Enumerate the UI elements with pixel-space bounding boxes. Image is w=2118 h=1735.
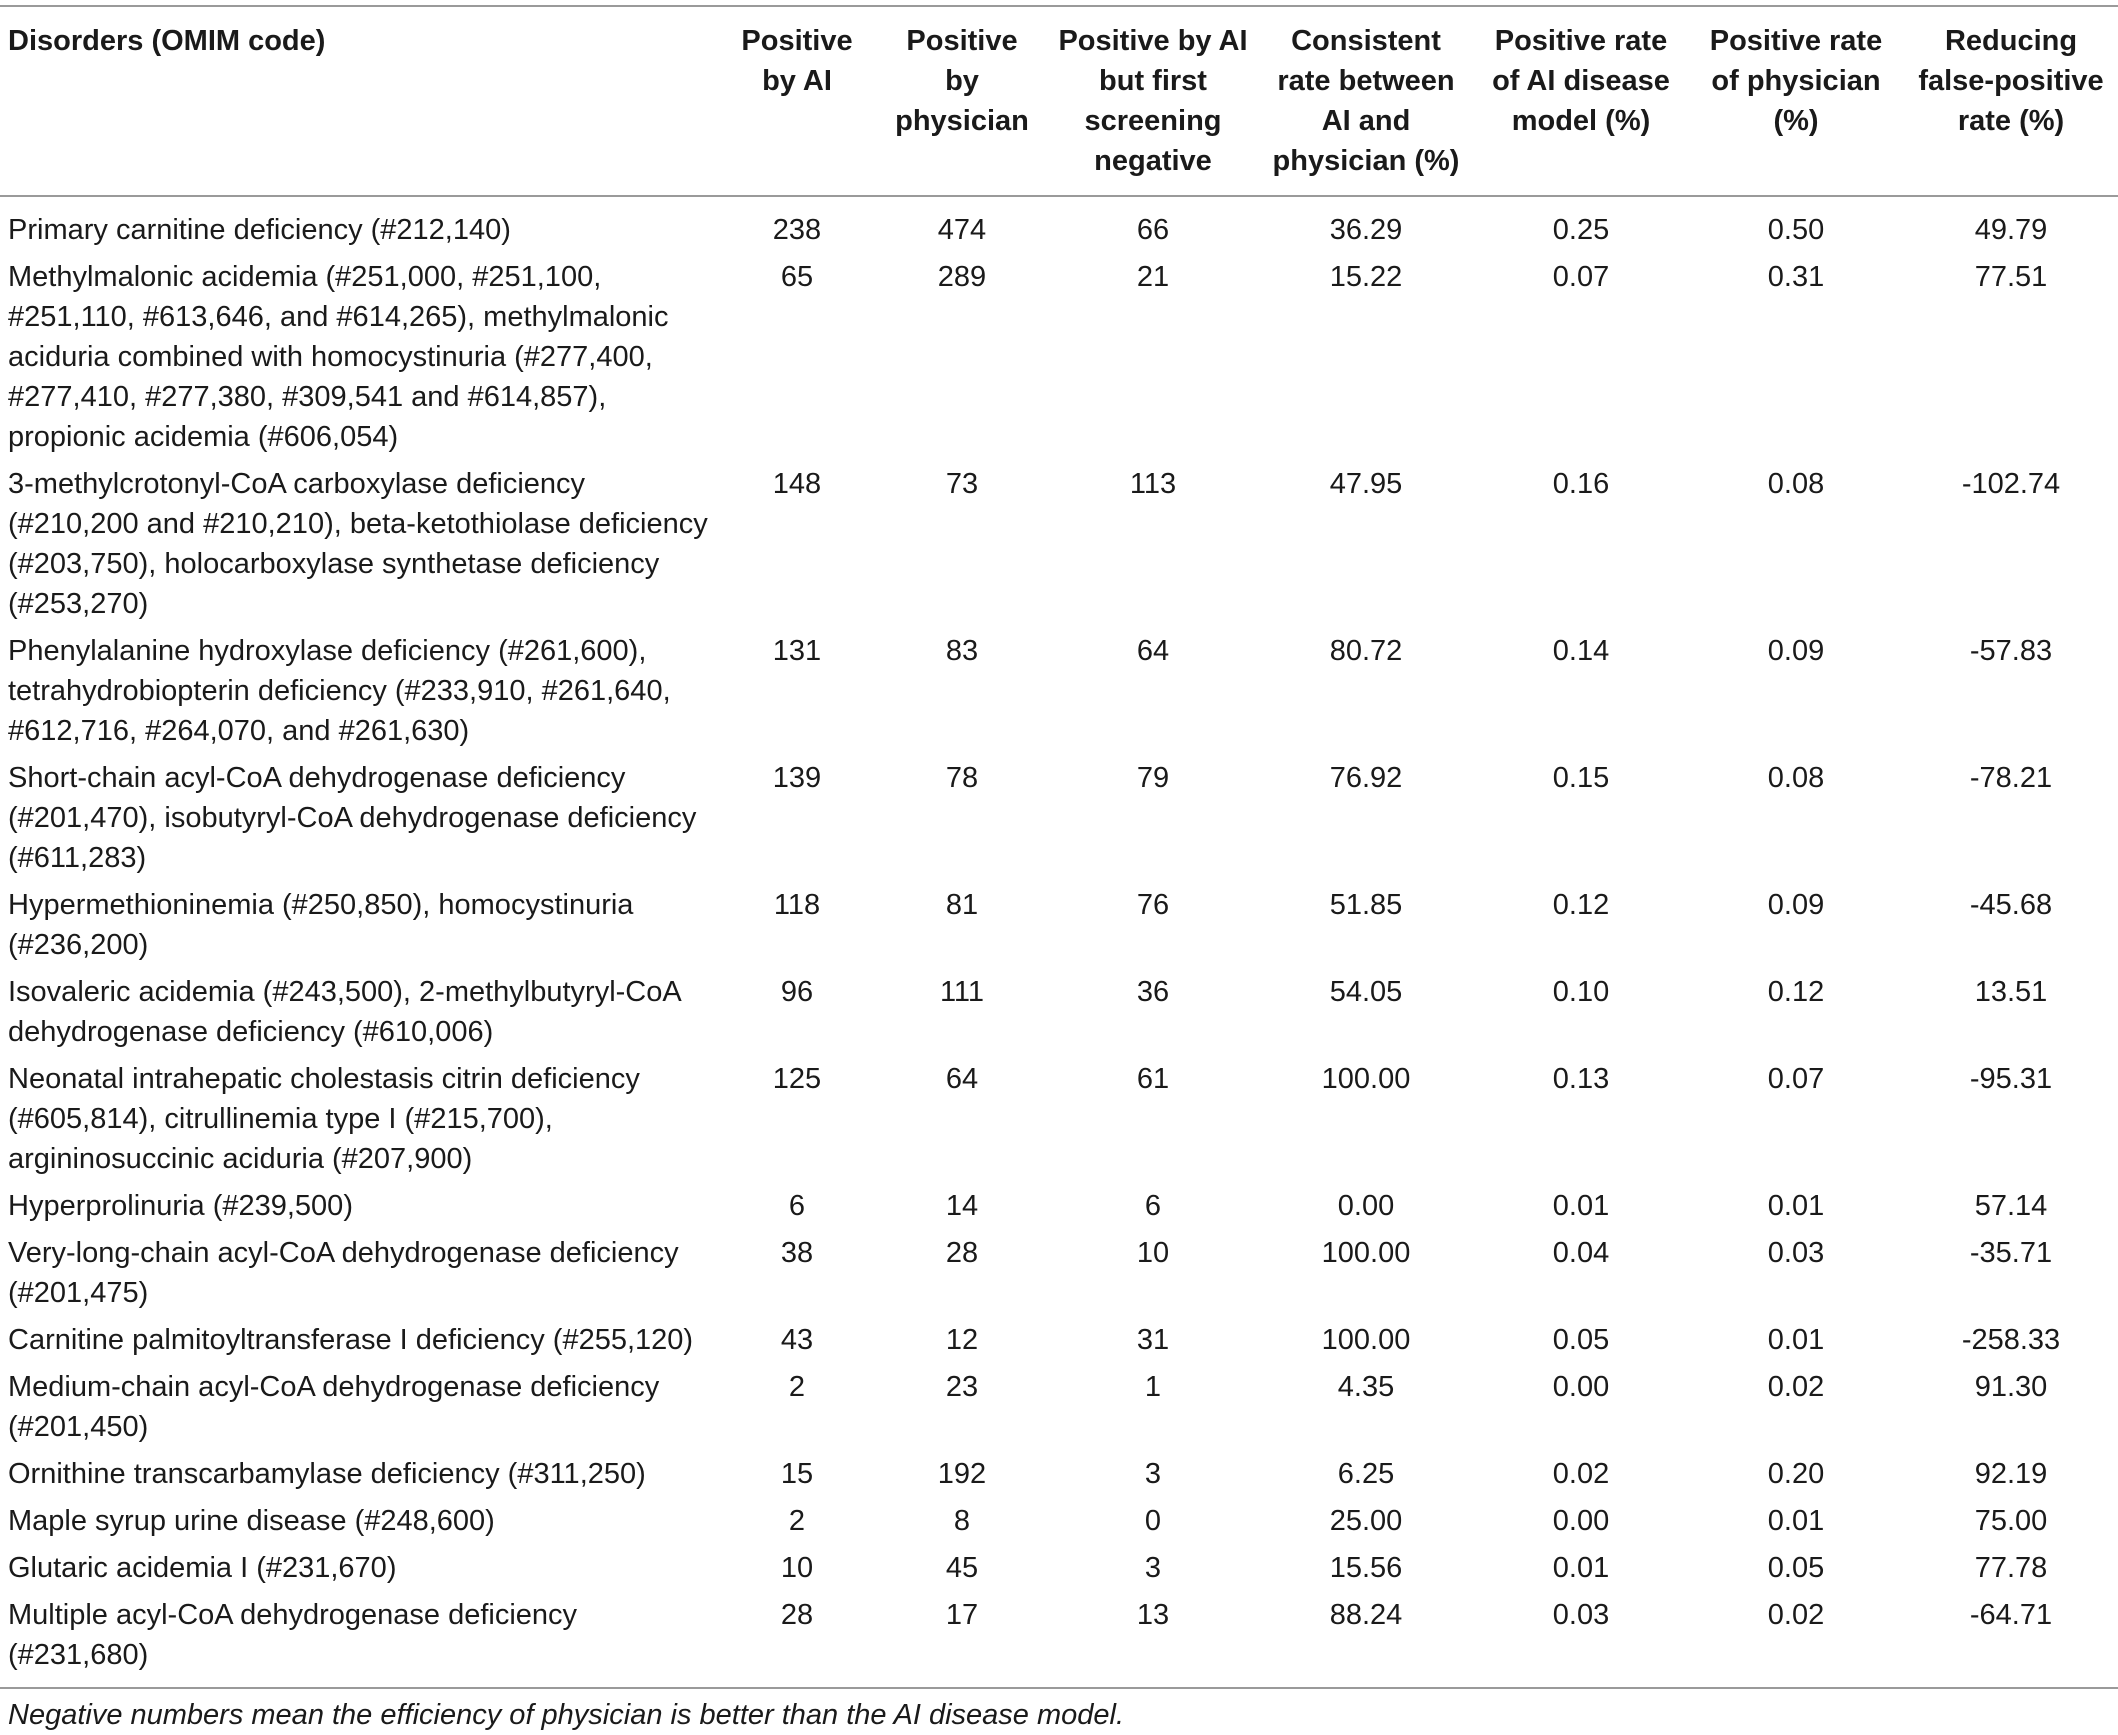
cell-positive-by-ai: 2 <box>788 1371 806 1403</box>
cell-positive-ai-first-negative: 79 <box>1136 762 1170 794</box>
cell-positive-by-physician: 78 <box>945 762 979 794</box>
cell-positive-by-ai: 10 <box>780 1552 814 1584</box>
cell-reducing-false-positive: 92.19 <box>1974 1458 2048 1490</box>
cell-positive-by-physician: 111 <box>939 976 985 1008</box>
cell-disorder: Hypermethioninemia (#250,850), homocystinuria (#236,200) <box>8 889 634 961</box>
cell-positive-by-ai: 131 <box>772 635 822 667</box>
header-reducing-false-positive: Reducing false-positive rate (%) <box>1918 25 2104 137</box>
cell-positive-rate-physician: 0.02 <box>1767 1599 1825 1631</box>
table-row <box>0 1548 2118 1595</box>
cell-consistent-rate: 4.35 <box>1337 1371 1395 1403</box>
cell-positive-by-ai: 118 <box>773 889 821 921</box>
cell-positive-ai-first-negative: 1 <box>1144 1371 1162 1403</box>
cell-positive-by-physician: 23 <box>945 1371 979 1403</box>
cell-reducing-false-positive: -78.21 <box>1969 762 2053 794</box>
cell-positive-by-physician: 64 <box>945 1063 979 1095</box>
cell-positive-rate-ai: 0.01 <box>1552 1552 1610 1584</box>
cell-consistent-rate: 76.92 <box>1329 762 1403 794</box>
cell-consistent-rate: 25.00 <box>1329 1505 1403 1537</box>
cell-reducing-false-positive: -57.83 <box>1969 635 2053 667</box>
cell-positive-by-physician: 8 <box>953 1505 971 1537</box>
cell-positive-ai-first-negative: 76 <box>1136 889 1170 921</box>
cell-positive-by-physician: 12 <box>945 1324 979 1356</box>
cell-consistent-rate: 51.85 <box>1329 889 1403 921</box>
table-footnote: Negative numbers mean the efficiency of physician is better than the AI disease model. <box>8 1699 1125 1731</box>
cell-positive-rate-ai: 0.10 <box>1552 976 1610 1008</box>
cell-positive-rate-physician: 0.05 <box>1767 1552 1825 1584</box>
cell-positive-rate-ai: 0.04 <box>1552 1237 1610 1269</box>
cell-reducing-false-positive: 91.30 <box>1974 1371 2048 1403</box>
cell-positive-rate-physician: 0.12 <box>1767 976 1825 1008</box>
cell-positive-rate-ai: 0.02 <box>1552 1458 1610 1490</box>
cell-disorder: Medium-chain acyl-CoA dehydrogenase deficiency (#201,450) <box>8 1371 660 1443</box>
cell-positive-by-ai: 2 <box>788 1505 806 1537</box>
cell-disorder: 3-methylcrotonyl-CoA carboxylase deficiency (#210,200 and #210,210), beta-ketothiolase deficiency (#203,750), holocarboxylase synthetase deficiency (#253,270) <box>8 468 708 620</box>
cell-consistent-rate: 88.24 <box>1329 1599 1403 1631</box>
table-row <box>0 885 2118 972</box>
cell-positive-rate-physician: 0.20 <box>1767 1458 1825 1490</box>
cell-positive-by-physician: 192 <box>937 1458 987 1490</box>
header-row <box>0 6 2118 196</box>
cell-positive-by-physician: 17 <box>945 1599 979 1631</box>
table-row <box>0 1501 2118 1548</box>
cell-reducing-false-positive: 57.14 <box>1974 1190 2048 1222</box>
cell-disorder: Primary carnitine deficiency (#212,140) <box>8 214 511 246</box>
results-table <box>0 5 2118 1689</box>
cell-consistent-rate: 54.05 <box>1329 976 1403 1008</box>
cell-disorder: Glutaric acidemia I (#231,670) <box>8 1552 397 1584</box>
cell-disorder: Methylmalonic acidemia (#251,000, #251,100, #251,110, #613,646, and #614,265), methylmalonic aciduria combined with homocystinuria (#277,400, #277,410, #277,380, #309,541 and #614,857), propionic acidemia (#606,054) <box>8 261 669 453</box>
cell-consistent-rate: 36.29 <box>1329 214 1403 246</box>
cell-reducing-false-positive: -95.31 <box>1969 1063 2053 1095</box>
cell-disorder: Isovaleric acidemia (#243,500), 2-methylbutyryl-CoA dehydrogenase deficiency (#610,006) <box>8 976 682 1048</box>
table-row <box>0 1233 2118 1320</box>
cell-positive-rate-ai: 0.12 <box>1552 889 1610 921</box>
cell-positive-by-ai: 139 <box>772 762 822 794</box>
cell-positive-rate-physician: 0.09 <box>1767 889 1825 921</box>
table-row <box>0 464 2118 631</box>
table-row <box>0 758 2118 885</box>
cell-consistent-rate: 15.56 <box>1329 1552 1403 1584</box>
cell-positive-rate-physician: 0.02 <box>1767 1371 1825 1403</box>
header-positive-by-physician: Positive by physician <box>895 25 1029 137</box>
table-row <box>0 1059 2118 1186</box>
cell-positive-by-ai: 28 <box>780 1599 814 1631</box>
cell-positive-rate-ai: 0.00 <box>1552 1505 1610 1537</box>
cell-disorder: Hyperprolinuria (#239,500) <box>8 1190 353 1222</box>
cell-positive-rate-ai: 0.16 <box>1552 468 1610 500</box>
cell-positive-rate-physician: 0.03 <box>1767 1237 1825 1269</box>
cell-positive-ai-first-negative: 21 <box>1136 261 1170 293</box>
cell-positive-by-ai: 43 <box>780 1324 814 1356</box>
cell-positive-by-physician: 81 <box>945 889 979 921</box>
cell-disorder: Multiple acyl-CoA dehydrogenase deficiency (#231,680) <box>8 1599 578 1671</box>
cell-positive-rate-ai: 0.25 <box>1552 214 1610 246</box>
header-positive-by-ai: Positive by AI <box>741 25 853 97</box>
header-positive-rate-ai: Positive rate of AI disease model (%) <box>1492 25 1670 137</box>
cell-reducing-false-positive: -35.71 <box>1969 1237 2053 1269</box>
cell-positive-by-ai: 6 <box>788 1190 806 1222</box>
cell-positive-ai-first-negative: 6 <box>1144 1190 1162 1222</box>
cell-reducing-false-positive: 49.79 <box>1974 214 2048 246</box>
cell-positive-ai-first-negative: 113 <box>1129 468 1177 500</box>
cell-positive-ai-first-negative: 66 <box>1136 214 1170 246</box>
cell-positive-ai-first-negative: 3 <box>1144 1552 1162 1584</box>
header-positive-ai-first-negative: Positive by AI but first screening negative <box>1058 25 1248 177</box>
cell-consistent-rate: 0.00 <box>1337 1190 1395 1222</box>
cell-reducing-false-positive: -102.74 <box>1961 468 2061 500</box>
table-body <box>0 196 2118 1688</box>
cell-positive-rate-physician: 0.08 <box>1767 468 1825 500</box>
cell-positive-rate-physician: 0.01 <box>1767 1324 1825 1356</box>
cell-positive-rate-physician: 0.31 <box>1767 261 1825 293</box>
cell-positive-rate-physician: 0.07 <box>1767 1063 1825 1095</box>
cell-positive-ai-first-negative: 36 <box>1136 976 1170 1008</box>
header-positive-rate-physician: Positive rate of physician (%) <box>1709 25 1883 137</box>
table-header <box>0 6 2118 196</box>
cell-consistent-rate: 47.95 <box>1329 468 1403 500</box>
cell-positive-rate-ai: 0.03 <box>1552 1599 1610 1631</box>
cell-positive-by-physician: 289 <box>937 261 987 293</box>
cell-positive-ai-first-negative: 10 <box>1136 1237 1170 1269</box>
cell-disorder: Neonatal intrahepatic cholestasis citrin deficiency (#605,814), citrullinemia type I (#215,700), argininosuccinic aciduria (#207,900) <box>8 1063 640 1175</box>
cell-positive-rate-ai: 0.00 <box>1552 1371 1610 1403</box>
cell-positive-rate-ai: 0.14 <box>1552 635 1610 667</box>
cell-reducing-false-positive: 13.51 <box>1974 976 2048 1008</box>
cell-positive-by-physician: 14 <box>945 1190 979 1222</box>
cell-positive-ai-first-negative: 64 <box>1136 635 1170 667</box>
cell-positive-ai-first-negative: 0 <box>1144 1505 1162 1537</box>
cell-positive-ai-first-negative: 31 <box>1136 1324 1170 1356</box>
cell-positive-by-physician: 73 <box>945 468 979 500</box>
cell-positive-by-physician: 83 <box>945 635 979 667</box>
cell-positive-by-physician: 28 <box>945 1237 979 1269</box>
cell-positive-by-ai: 38 <box>780 1237 814 1269</box>
cell-consistent-rate: 15.22 <box>1329 261 1403 293</box>
cell-consistent-rate: 6.25 <box>1337 1458 1395 1490</box>
cell-consistent-rate: 100.00 <box>1321 1237 1411 1269</box>
cell-consistent-rate: 100.00 <box>1321 1063 1411 1095</box>
cell-consistent-rate: 80.72 <box>1329 635 1403 667</box>
table-row <box>0 1367 2118 1454</box>
cell-consistent-rate: 100.00 <box>1321 1324 1411 1356</box>
cell-positive-by-ai: 125 <box>772 1063 822 1095</box>
cell-reducing-false-positive: -45.68 <box>1969 889 2053 921</box>
cell-positive-rate-ai: 0.13 <box>1552 1063 1610 1095</box>
cell-disorder: Phenylalanine hydroxylase deficiency (#261,600), tetrahydrobiopterin deficiency (#233,910, #261,640, #612,716, #264,070, and #261,630) <box>8 635 671 747</box>
table-row <box>0 1186 2118 1233</box>
cell-positive-rate-ai: 0.01 <box>1552 1190 1610 1222</box>
cell-positive-rate-physician: 0.01 <box>1767 1190 1825 1222</box>
table-row <box>0 1454 2118 1501</box>
cell-positive-rate-physician: 0.50 <box>1767 214 1825 246</box>
cell-positive-by-ai: 96 <box>780 976 814 1008</box>
cell-positive-ai-first-negative: 13 <box>1136 1599 1170 1631</box>
table-row <box>0 631 2118 758</box>
table-row <box>0 1320 2118 1367</box>
cell-positive-rate-physician: 0.01 <box>1767 1505 1825 1537</box>
cell-disorder: Carnitine palmitoyltransferase I deficiency (#255,120) <box>8 1324 694 1356</box>
cell-reducing-false-positive: -64.71 <box>1969 1599 2053 1631</box>
cell-reducing-false-positive: 77.51 <box>1974 261 2048 293</box>
cell-positive-rate-ai: 0.07 <box>1552 261 1610 293</box>
cell-positive-by-physician: 45 <box>945 1552 979 1584</box>
cell-positive-rate-ai: 0.05 <box>1552 1324 1610 1356</box>
cell-positive-ai-first-negative: 61 <box>1136 1063 1170 1095</box>
cell-positive-by-ai: 238 <box>772 214 822 246</box>
cell-positive-rate-ai: 0.15 <box>1552 762 1610 794</box>
cell-positive-by-ai: 148 <box>772 468 822 500</box>
cell-reducing-false-positive: 77.78 <box>1974 1552 2048 1584</box>
cell-positive-ai-first-negative: 3 <box>1144 1458 1162 1490</box>
cell-positive-by-ai: 65 <box>780 261 814 293</box>
header-disorders: Disorders (OMIM code) <box>8 25 326 57</box>
cell-positive-rate-physician: 0.08 <box>1767 762 1825 794</box>
cell-reducing-false-positive: 75.00 <box>1974 1505 2048 1537</box>
cell-positive-by-physician: 474 <box>937 214 987 246</box>
header-consistent-rate: Consistent rate between AI and physician (%) <box>1272 25 1460 177</box>
cell-disorder: Ornithine transcarbamylase deficiency (#311,250) <box>8 1458 646 1490</box>
table-row <box>0 1595 2118 1688</box>
cell-positive-rate-physician: 0.09 <box>1767 635 1825 667</box>
results-table-container <box>0 5 2118 1735</box>
table-row <box>0 972 2118 1059</box>
table-row <box>0 196 2118 257</box>
table-row <box>0 257 2118 464</box>
cell-disorder: Maple syrup urine disease (#248,600) <box>8 1505 495 1537</box>
cell-positive-by-ai: 15 <box>780 1458 814 1490</box>
cell-reducing-false-positive: -258.33 <box>1961 1324 2061 1356</box>
cell-disorder: Short-chain acyl-CoA dehydrogenase deficiency (#201,470), isobutyryl-CoA dehydrogenase deficiency (#611,283) <box>8 762 697 874</box>
cell-disorder: Very-long-chain acyl-CoA dehydrogenase deficiency (#201,475) <box>8 1237 679 1309</box>
